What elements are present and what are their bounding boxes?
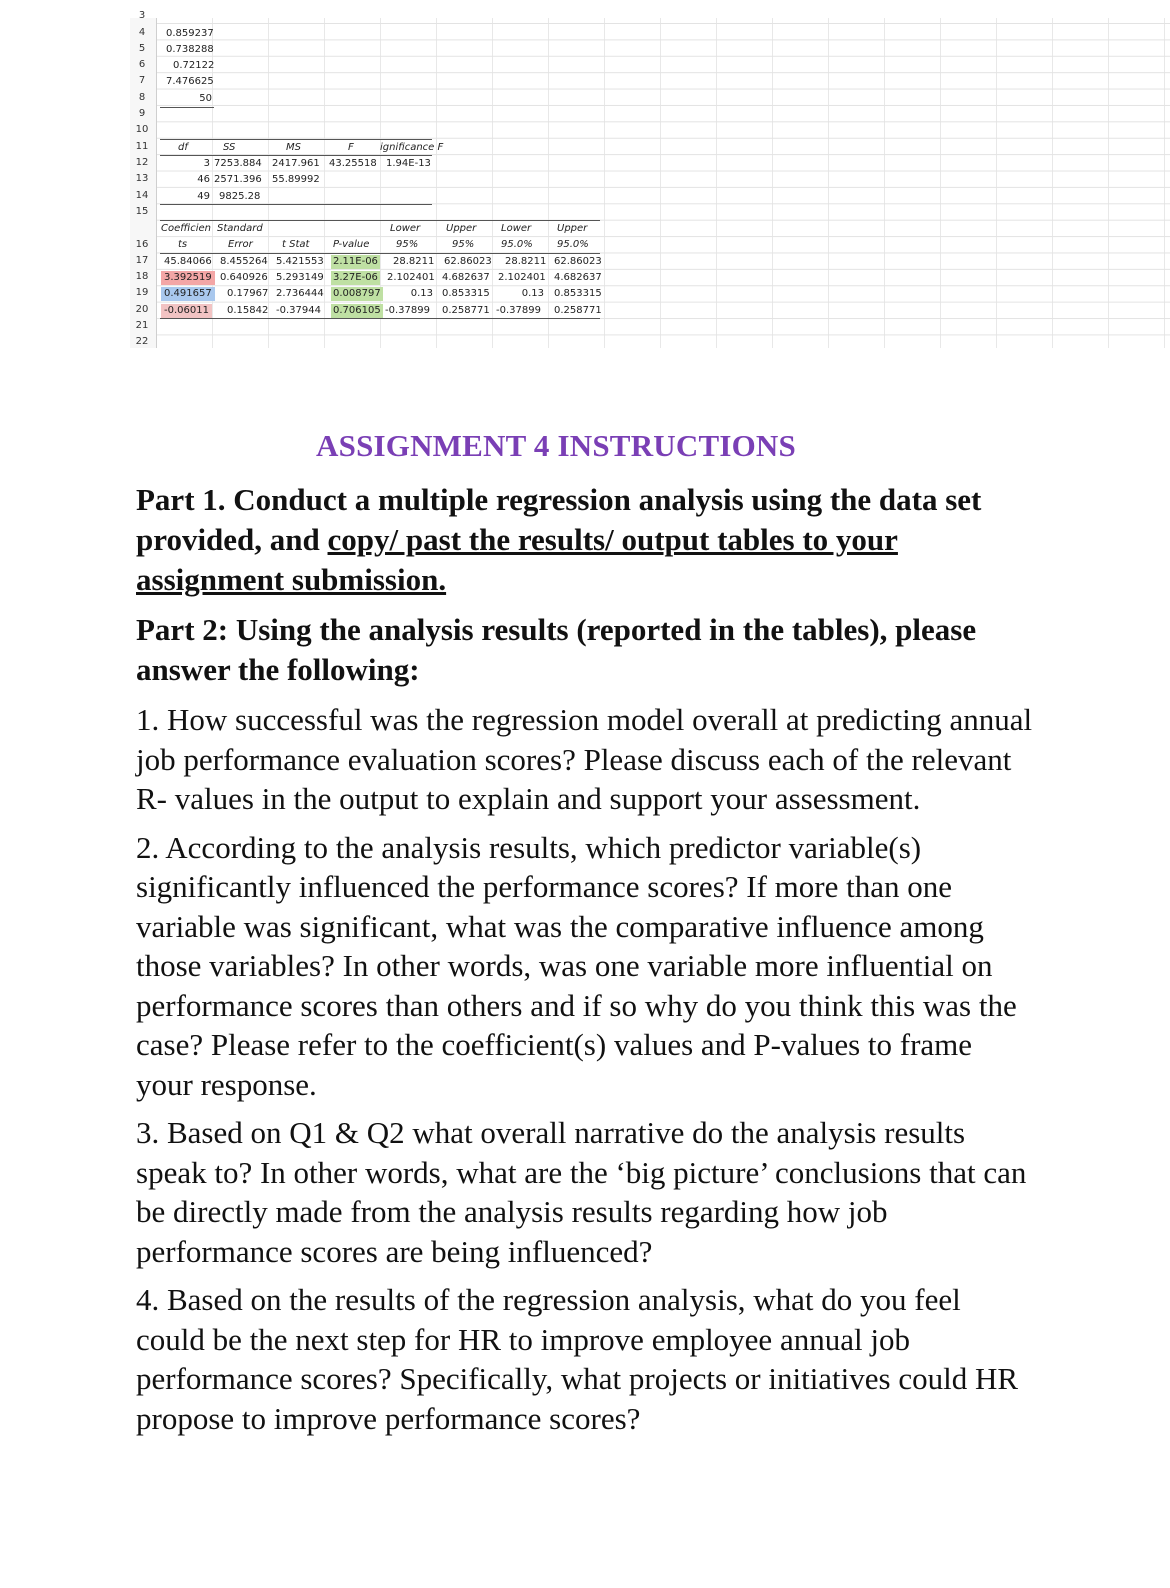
- anova-cell: 2571.396: [214, 174, 262, 185]
- multiple-r-value: 0.859237: [166, 28, 214, 39]
- coef-cell: 2.102401: [498, 272, 546, 283]
- row-number: 6: [138, 59, 146, 70]
- question-2: 2. According to the analysis results, which predictor variable(s) significantly influenced the performance scores? If more than one variable was significant, what was the comparative influence among those variables? In other words, was one variable more influential on performance scores than others and if so why do you think this was the case? Please refer to the coefficient(s) values and P-values to frame your response.: [136, 829, 1017, 1102]
- row-number: 12: [135, 157, 149, 168]
- row-number: 16: [135, 239, 149, 250]
- row-number: 7: [138, 75, 146, 86]
- anova-cell: 46: [197, 174, 210, 185]
- row-number: 5: [138, 43, 146, 54]
- anova-cell: 49: [197, 191, 210, 202]
- coef-cell: 0.17967: [227, 288, 269, 299]
- coef-cell: 28.8211: [505, 256, 547, 267]
- row-number: 20: [135, 304, 149, 315]
- coef-cell-highlighted: 0.706105: [333, 305, 381, 316]
- anova-cell: 7253.884: [214, 158, 262, 169]
- table-rule: [160, 107, 214, 108]
- assignment-instructions: [136, 428, 1036, 1447]
- part-1-text: Part 1. Conduct a multiple regression analysis using the data set provided, and: [136, 482, 982, 557]
- row-number: 22: [135, 336, 149, 347]
- row-number: 21: [135, 320, 149, 331]
- coef-cell: 28.8211: [393, 256, 435, 267]
- row-number: 18: [135, 271, 149, 282]
- row-number: 15: [135, 206, 149, 217]
- coef-header: 95.0%: [557, 239, 589, 250]
- coef-header: t Stat: [282, 239, 310, 250]
- table-rule: [160, 220, 600, 221]
- question-3: 3. Based on Q1 & Q2 what overall narrative do the analysis results speak to? In other words, what are the ‘big picture’ conclusions that can be directly made from the analysis results regarding how job performance scores are being influenced?: [136, 1115, 1027, 1269]
- coef-cell: 5.293149: [276, 272, 324, 283]
- coef-cell: 4.682637: [442, 272, 490, 283]
- row-number: 4: [138, 27, 146, 38]
- part-2-instruction: Part 2: Using the analysis results (reported in the tables), please answer the following:: [136, 612, 977, 687]
- anova-cell: 55.89992: [272, 174, 320, 185]
- table-rule: [160, 155, 432, 156]
- row-number: 19: [135, 287, 149, 298]
- observations-value: 50: [199, 93, 212, 104]
- anova-cell: 43.25518: [329, 158, 377, 169]
- coef-cell: 62.86023: [554, 256, 602, 267]
- standard-error-value: 7.476625: [166, 76, 214, 87]
- coef-header: Coefficien: [161, 223, 212, 234]
- page-title: ASSIGNMENT 4 INSTRUCTIONS: [316, 428, 796, 463]
- coef-cell: 45.84066: [164, 256, 212, 267]
- table-rule: [160, 253, 600, 254]
- coef-cell: 0.15842: [227, 305, 269, 316]
- coef-cell: 0.258771: [442, 305, 490, 316]
- coef-cell: 2.736444: [276, 288, 324, 299]
- table-rule: [160, 318, 600, 319]
- anova-header: ignificance F: [380, 142, 444, 153]
- coef-cell: 5.421553: [276, 256, 324, 267]
- row-number: 14: [135, 190, 149, 201]
- coef-cell-highlighted: -0.06011: [161, 304, 212, 318]
- table-rule: [160, 204, 432, 205]
- table-rule: [160, 139, 432, 140]
- coef-header: Upper: [557, 223, 588, 234]
- spreadsheet-screenshot: [130, 10, 1170, 348]
- coef-cell: 0.13: [521, 288, 544, 299]
- coef-cell: -0.37944: [276, 305, 321, 316]
- anova-cell: 9825.28: [219, 191, 261, 202]
- row-number: 3: [138, 10, 146, 21]
- row-number: 11: [135, 141, 149, 152]
- coef-header: Lower: [501, 223, 532, 234]
- coef-cell: 0.13: [410, 288, 433, 299]
- anova-header: F: [348, 142, 354, 153]
- coef-header: Error: [228, 239, 253, 250]
- coef-cell: 62.86023: [444, 256, 492, 267]
- anova-cell: 3: [203, 158, 210, 169]
- coef-cell-highlighted: 3.392519: [161, 271, 215, 285]
- coef-cell-highlighted: 3.27E-06: [333, 272, 378, 283]
- row-number: 9: [138, 108, 146, 119]
- anova-header: MS: [286, 142, 301, 153]
- r-square-value: 0.738288: [166, 44, 214, 55]
- anova-cell: 1.94E-13: [386, 158, 431, 169]
- coef-header: ts: [178, 239, 188, 250]
- coef-cell: 8.455264: [220, 256, 268, 267]
- question-1: 1. How successful was the regression model overall at predicting annual job performance evaluation scores? Please discuss each of the relevant R- values in the output to explain and support your assessment.: [136, 702, 1033, 816]
- coef-header: 95%: [452, 239, 475, 250]
- row-number: 10: [135, 124, 149, 135]
- coef-cell-highlighted: 0.491657: [161, 287, 215, 301]
- coef-header: Standard: [217, 223, 263, 234]
- coef-cell: 0.640926: [220, 272, 268, 283]
- row-number: 17: [135, 255, 149, 266]
- coef-cell: -0.37899: [385, 305, 430, 316]
- coef-cell: 4.682637: [554, 272, 602, 283]
- coef-cell-highlighted: 0.008797: [333, 288, 381, 299]
- coef-cell-highlighted: 2.11E-06: [333, 256, 378, 267]
- coef-cell: 0.853315: [442, 288, 490, 299]
- anova-header: SS: [223, 142, 236, 153]
- coef-header: P-value: [333, 239, 370, 250]
- coef-header: Upper: [446, 223, 477, 234]
- row-number: 13: [135, 173, 149, 184]
- row-number: 8: [138, 92, 146, 103]
- row-header-column: [130, 10, 157, 348]
- coef-header: 95.0%: [501, 239, 533, 250]
- question-4: 4. Based on the results of the regression analysis, what do you feel could be the next step for HR to improve employee annual job performance scores? Specifically, what projects or initiatives could HR propose to improve performance scores?: [136, 1282, 1019, 1436]
- anova-cell: 2417.961: [272, 158, 320, 169]
- coef-header: Lower: [390, 223, 421, 234]
- coef-cell: 2.102401: [387, 272, 435, 283]
- coef-cell: -0.37899: [496, 305, 541, 316]
- adjusted-r-square-value: 0.72122: [173, 60, 215, 71]
- coef-header: 95%: [396, 239, 419, 250]
- part-1-instruction: [136, 480, 1036, 600]
- coef-cell: 0.853315: [554, 288, 602, 299]
- anova-header: df: [178, 142, 188, 153]
- part-1-underlined-text: copy/ past the results/ output tables to your assignment submission.: [136, 522, 898, 597]
- coef-cell: 0.258771: [554, 305, 602, 316]
